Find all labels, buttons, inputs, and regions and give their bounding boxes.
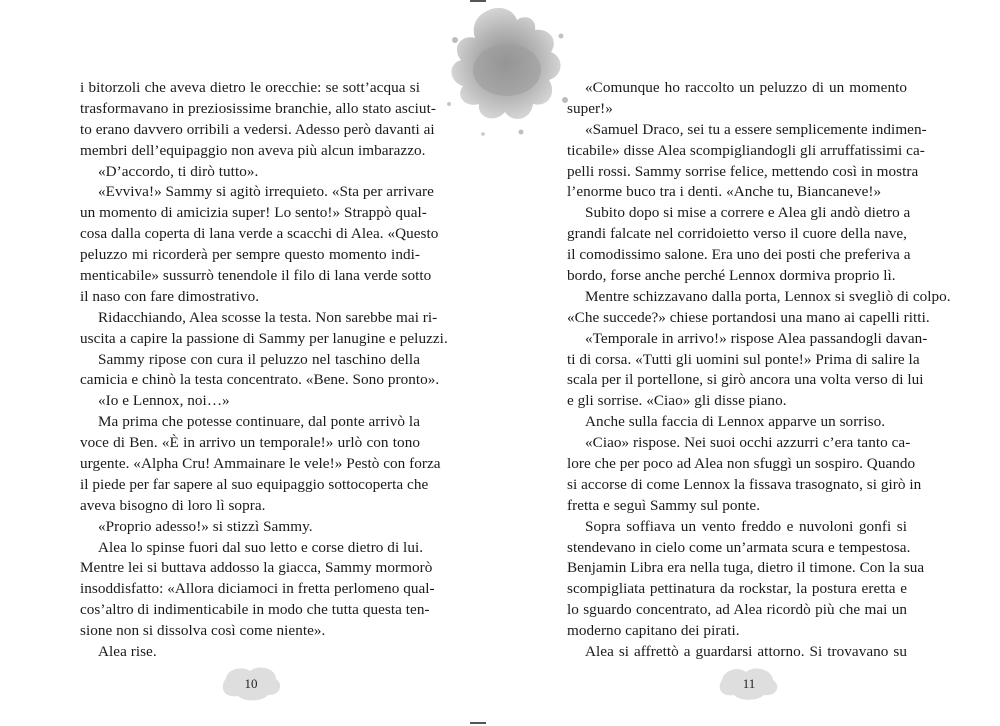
text-line: camicia e chinò la testa concentrato. «Bene. Sono pronto». bbox=[80, 371, 440, 389]
text-line: lore che per poco ad Alea non sfuggì un sospiro. Quando bbox=[567, 455, 916, 473]
text-line: Sopra soffiava un vento freddo e nuvoloni gonfi si bbox=[585, 517, 907, 535]
text-line: Sammy ripose con cura il peluzzo nel taschino della bbox=[98, 350, 420, 368]
text-line: Mentre schizzavano dalla porta, Lennox si svegliò di colpo. bbox=[585, 287, 951, 305]
text-line: il piede per far sapere al suo equipaggio sottocoperta che bbox=[80, 475, 429, 493]
text-line: stendevano in cielo come un’armata scura e tempestosa. bbox=[567, 538, 911, 556]
text-line: Alea rise. bbox=[98, 643, 157, 661]
text-line: urgente. «Alpha Cru! Ammainare le vele!» Pestò con forza bbox=[80, 455, 441, 473]
text-line: bordo, forse anche perché Lennox dormiva proprio lì. bbox=[567, 267, 896, 285]
text-line: fretta e seguì Sammy sul ponte. bbox=[567, 496, 761, 514]
text-line: Anche sulla faccia di Lennox apparve un sorriso. bbox=[585, 413, 886, 431]
text-line: «Io e Lennox, noi…» bbox=[98, 392, 230, 410]
text-line: cosa dalla coperta di lana verde a scacchi di Alea. «Questo bbox=[80, 225, 439, 243]
text-line: si accorse di come Lennox la fissava trasognato, si girò in bbox=[567, 475, 922, 493]
text-line: peluzzo mi ricorderà per sempre questo momento indi- bbox=[80, 246, 420, 264]
text-line: scala per il portellone, si girò ancora una volta verso di lui bbox=[567, 371, 924, 389]
text-line: l’enorme buco tra i denti. «Anche tu, Biancaneve!» bbox=[567, 183, 882, 201]
text-line: ti di corsa. «Tutti gli uomini sul ponte!» Prima di salire la bbox=[567, 350, 920, 368]
text-line: «Che succede?» chiese portandosi una mano ai capelli ritti. bbox=[567, 308, 930, 326]
text-line: voce di Ben. «È in arrivo un temporale!» urlò con tono bbox=[80, 434, 420, 452]
page-number-left: 10 bbox=[244, 676, 258, 691]
text-line: e gli sorrise. «Ciao» gli disse piano. bbox=[567, 392, 787, 410]
text-line: Subito dopo si mise a correre e Alea gli andò dietro a bbox=[585, 204, 911, 222]
text-line: lo sguardo concentrato, ad Alea ricordò più che mai un bbox=[567, 601, 907, 619]
text-line: sione non si dissolva così come niente». bbox=[80, 622, 326, 640]
text-line: «Samuel Draco, sei tu a essere semplicemente indimen- bbox=[585, 120, 927, 138]
text-line: Benjamin Libra era nella tuga, dietro il timone. Con la sua bbox=[567, 559, 925, 577]
text-line: ticabile» disse Alea scompigliandogli gli arruffatissimi ca- bbox=[567, 141, 925, 159]
text-line: moderno capitano dei pirati. bbox=[567, 622, 740, 640]
text-line: «Temporale in arrivo!» rispose Alea passandogli davan- bbox=[585, 329, 928, 347]
text-line: uscita a capire la passione di Sammy per lanugine e peluzzi. bbox=[80, 329, 448, 347]
text-line: «Comunque ho raccolto un peluzzo di un momento bbox=[585, 79, 907, 96]
text-line: i bitorzoli che aveva dietro le orecchie: se sott’acqua si bbox=[80, 79, 420, 96]
text-line: Alea lo spinse fuori dal suo letto e corse dietro di lui. bbox=[98, 538, 424, 556]
text-line: aveva bisogno di loro lì sopra. bbox=[80, 496, 266, 514]
text-line: un momento di amicizia super! Lo sento!» Strappò qual- bbox=[80, 204, 427, 222]
text-line: «Proprio adesso!» si stizzì Sammy. bbox=[98, 517, 313, 535]
text-line: Ma prima che potesse continuare, dal ponte arrivò la bbox=[98, 413, 420, 431]
text-line: Alea si affrettò a guardarsi attorno. Si trovavano su bbox=[585, 643, 907, 661]
text-line: Mentre lei si buttava addosso la giacca, Sammy mormorò bbox=[80, 559, 433, 577]
text-line: menticabile» sussurrò tenendole il filo di lana verde sotto bbox=[80, 267, 432, 285]
text-line: membri dell’equipaggio non aveva più alcun imbarazzo. bbox=[80, 141, 426, 159]
text-line: insoddisfatto: «Allora diciamoci in fretta perlomeno qual- bbox=[80, 580, 435, 598]
text-line: il comodissimo salone. Era uno dei posti che preferiva a bbox=[567, 246, 911, 264]
text-line: il naso con fare dimostrativo. bbox=[80, 287, 260, 305]
text-line: pelli rossi. Sammy sorrise felice, mettendo così in mostra bbox=[567, 162, 919, 180]
ink-splash-decoration bbox=[425, 0, 585, 160]
text-line: to erano davvero orribili a vedersi. Adesso però davanti ai bbox=[80, 120, 435, 138]
text-line: «Ciao» rispose. Nei suoi occhi azzurri c’era tanto ca- bbox=[585, 434, 911, 452]
text-line: grandi falcate nel corridoietto verso il cuore della nave, bbox=[567, 225, 907, 243]
top-center-mark bbox=[470, 0, 486, 2]
text-line: trasformavano in preziosissime branchie, allo stato asciut- bbox=[80, 99, 436, 117]
right-page-text bbox=[567, 78, 951, 663]
page-number-right: 11 bbox=[742, 676, 756, 691]
text-line: cos’altro di indimenticabile in modo che tutta questa ten- bbox=[80, 601, 430, 619]
bottom-center-mark bbox=[470, 722, 486, 724]
left-page-text bbox=[80, 78, 448, 663]
text-line: «D’accordo, ti dirò tutto». bbox=[98, 162, 259, 180]
text-line: Ridacchiando, Alea scosse la testa. Non sarebbe mai ri- bbox=[98, 308, 438, 326]
text-line: scompigliata pettinatura da rockstar, la postura eretta e bbox=[567, 580, 907, 598]
text-line: «Evviva!» Sammy si agitò irrequieto. «Sta per arrivare bbox=[98, 183, 434, 201]
text-line: super!» bbox=[567, 99, 613, 117]
